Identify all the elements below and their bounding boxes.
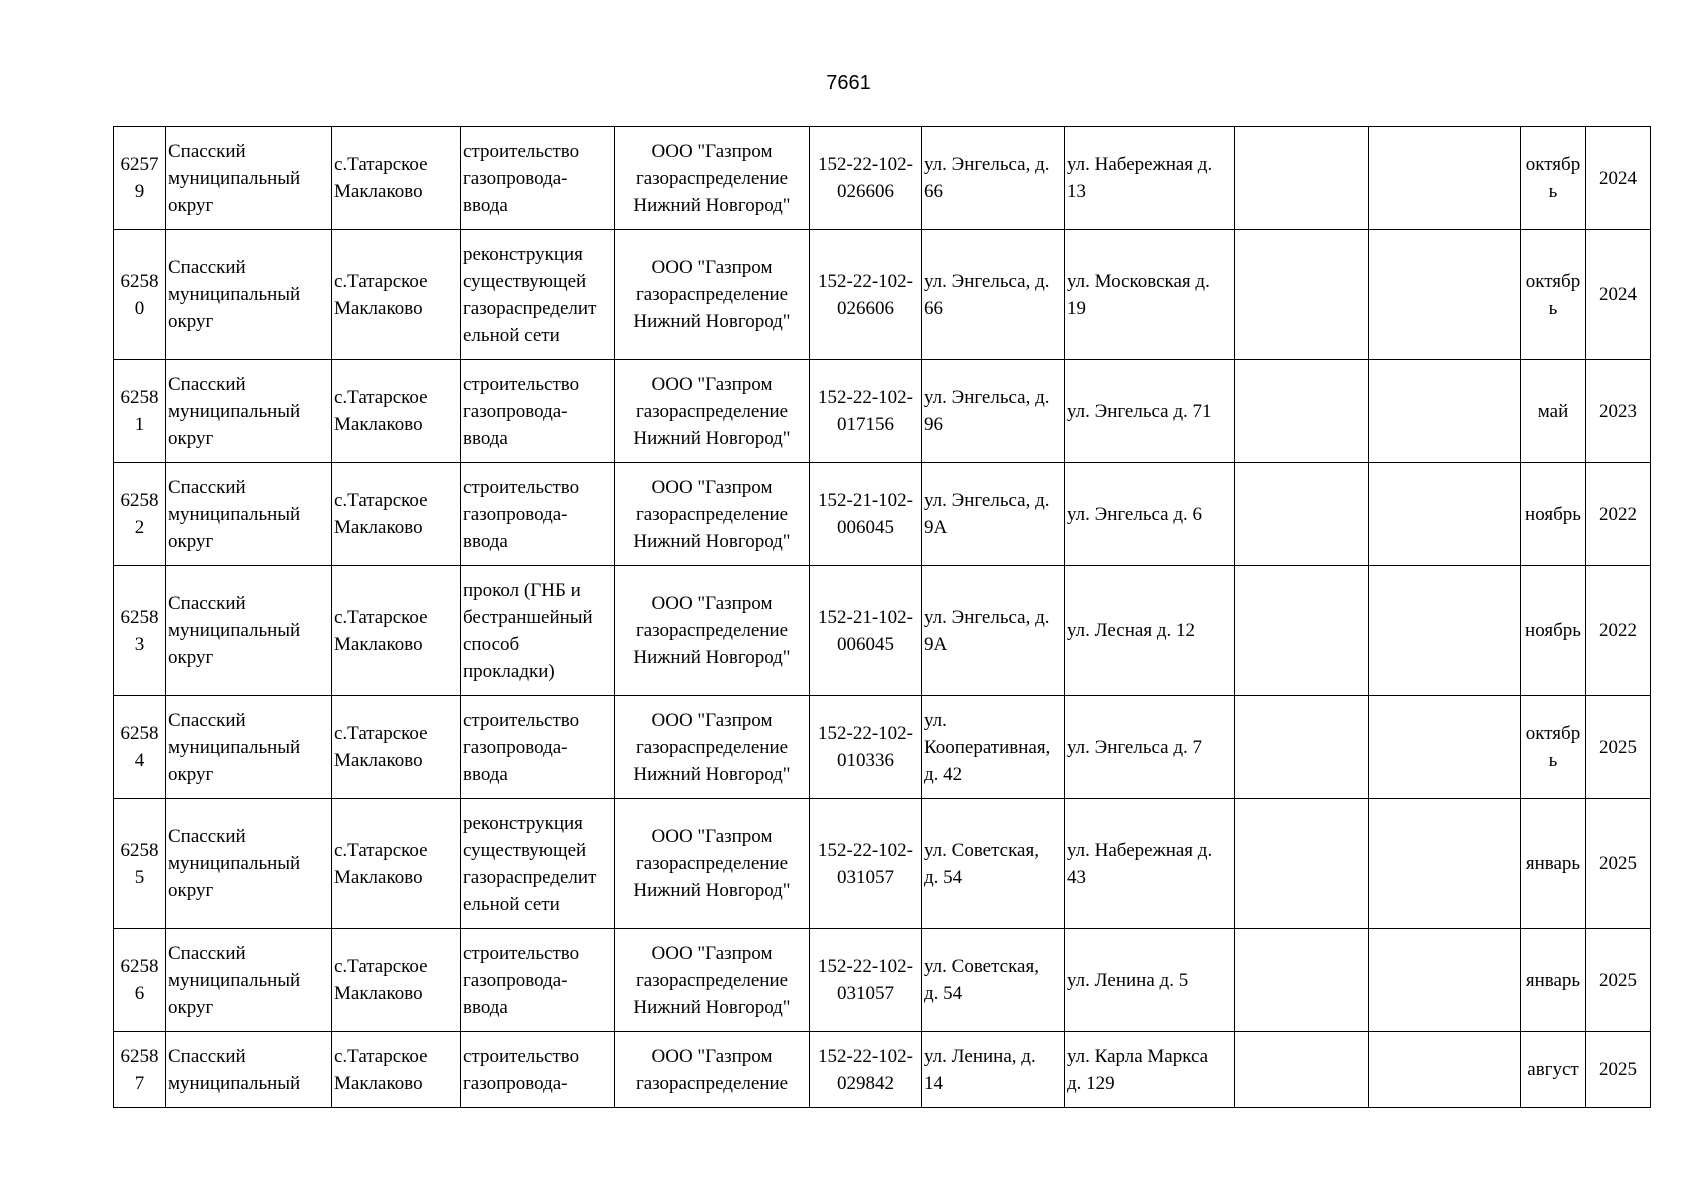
record-number-line: 6258 [120,387,159,408]
record-number-cell [114,566,166,696]
code-line: 152-21-102- [818,490,913,511]
locality-line: Маклаково [334,750,423,771]
connection-point-line: ул. Энгельса, д. [924,154,1050,175]
operator-line: газораспределение [635,503,789,525]
year-cell: 2022 [1586,566,1651,696]
page-number: 7661 [826,72,871,94]
year-cell: 2025 [1586,696,1651,799]
month-line: ь [1548,750,1558,771]
record-number-line: 7 [134,1072,145,1094]
empty-cell [1235,360,1369,463]
table-row [114,1032,1651,1108]
table-row [114,799,1651,929]
district-line: Спасский [168,826,246,847]
connection-point-cell [922,696,1065,799]
table-row [114,360,1651,463]
object-address-line: 19 [1067,297,1086,319]
record-number-line: 6258 [120,270,159,292]
record-number-line: 3 [134,633,145,655]
work-type-line: газопровода- [463,503,568,525]
year-cell: 2024 [1586,127,1651,230]
locality-cell [332,566,461,696]
empty-cell [1369,566,1521,696]
code-line: 031057 [837,866,894,888]
locality-line: Маклаково [334,1072,423,1094]
code-line: 152-22-102- [818,154,913,175]
connection-point-cell [922,360,1065,463]
operator-line: газораспределение [635,1072,789,1094]
connection-point-line: ул. Энгельса, д. [924,387,1050,408]
code-line: 152-22-102- [818,270,913,292]
code-line: 006045 [837,517,894,538]
object-address-line: ул. Набережная д. [1067,839,1213,861]
work-type-cell [461,929,615,1032]
table-body [114,127,1651,1108]
connection-point-cell [922,929,1065,1032]
district-line: округ [168,194,214,216]
district-line: муниципальный [168,400,301,422]
work-type-line: прокладки) [463,660,555,682]
operator-line: газораспределение [635,400,789,422]
year-cell: 2022 [1586,463,1651,566]
record-number-cell [114,463,166,566]
empty-cell [1235,799,1369,929]
work-type-line: ельной сети [463,324,560,346]
work-type-line: существующей [463,270,587,292]
operator-line: Нижний Новгород" [633,311,791,332]
object-address-line: 13 [1067,181,1086,202]
operator-cell [615,1032,810,1108]
object-address-line: ул. Энгельса д. 7 [1067,736,1202,758]
work-type-line: строительство [463,1045,580,1067]
code-line: 152-21-102- [818,606,913,628]
connection-point-cell [922,799,1065,929]
record-number-line: 6258 [120,723,159,744]
locality-cell [332,230,461,360]
work-type-line: строительство [463,709,580,731]
locality-line: с.Татарское [334,270,428,292]
work-type-line: газопровода- [463,1072,568,1094]
record-number-cell [114,360,166,463]
locality-line: с.Татарское [334,154,428,175]
work-type-cell [461,463,615,566]
object-address-cell [1065,1032,1235,1108]
month-cell [1521,696,1586,799]
operator-line: ООО "Газпром [651,373,773,395]
code-line: 152-22-102- [818,956,913,977]
work-type-line: реконструкция [463,243,583,265]
locality-line: Маклаково [334,866,423,888]
district-cell [166,360,332,463]
object-address-line: д. 129 [1067,1072,1115,1094]
month-line: май [1537,400,1569,422]
month-line: октябр [1525,154,1581,175]
code-cell [810,799,922,929]
locality-cell [332,1032,461,1108]
record-number-cell [114,696,166,799]
empty-cell [1369,929,1521,1032]
record-number-line: 4 [134,750,145,771]
month-line: ноябрь [1525,620,1581,641]
code-line: 029842 [837,1072,894,1094]
empty-cell [1235,127,1369,230]
code-line: 006045 [837,633,894,655]
district-line: округ [168,647,214,668]
work-type-line: строительство [463,140,580,162]
work-type-line: реконструкция [463,812,583,834]
work-type-line: прокол (ГНБ и [463,579,581,601]
object-address-cell [1065,799,1235,929]
code-line: 152-22-102- [818,387,913,408]
connection-point-line: 66 [924,297,943,319]
table-row [114,463,1651,566]
year-cell: 2023 [1586,360,1651,463]
district-line: округ [168,996,214,1018]
code-line: 017156 [837,414,894,435]
empty-cell [1369,799,1521,929]
work-type-cell [461,127,615,230]
empty-cell [1235,696,1369,799]
object-address-line: ул. Энгельса д. 71 [1067,400,1212,422]
connection-point-cell [922,566,1065,696]
work-type-line: ельной сети [463,893,560,915]
code-line: 152-22-102- [818,839,913,861]
month-cell [1521,566,1586,696]
operator-line: Нижний Новгород" [633,427,791,449]
operator-line: ООО "Газпром [651,709,773,731]
district-line: муниципальный [168,1072,301,1094]
object-address-cell [1065,929,1235,1032]
empty-cell [1369,463,1521,566]
operator-line: ООО "Газпром [651,826,773,847]
district-line: округ [168,311,214,332]
object-address-cell [1065,566,1235,696]
code-cell [810,463,922,566]
record-number-line: 6257 [120,154,159,175]
empty-cell [1235,463,1369,566]
object-address-line: 43 [1067,866,1086,888]
year-cell: 2025 [1586,929,1651,1032]
empty-cell [1235,1032,1369,1108]
object-address-line: ул. Набережная д. [1067,154,1213,175]
code-line: 010336 [837,750,894,771]
district-line: округ [168,763,214,785]
operator-cell [615,463,810,566]
empty-cell [1235,566,1369,696]
operator-line: ООО "Газпром [651,476,773,498]
operator-line: ООО "Газпром [651,257,773,278]
code-cell [810,929,922,1032]
year-cell: 2025 [1586,1032,1651,1108]
code-line: 026606 [837,181,894,202]
district-line: Спасский [168,709,246,731]
connection-point-line: Кооперативная, [924,736,1051,758]
locality-line: с.Татарское [334,387,428,408]
locality-line: Маклаково [334,517,423,538]
object-address-cell [1065,463,1235,566]
code-line: 026606 [837,297,894,319]
empty-cell [1369,1032,1521,1108]
operator-cell [615,799,810,929]
connection-point-line: д. 54 [924,983,963,1004]
code-cell [810,566,922,696]
operator-line: ООО "Газпром [651,942,773,964]
locality-line: с.Татарское [334,1045,428,1067]
locality-line: с.Татарское [334,490,428,511]
object-address-line: ул. Карла Маркса [1067,1045,1209,1067]
district-line: муниципальный [168,284,301,305]
operator-line: газораспределение [635,167,789,189]
month-line: ь [1548,181,1558,202]
connection-point-line: 9А [924,517,948,538]
operator-cell [615,230,810,360]
district-cell [166,127,332,230]
locality-cell [332,127,461,230]
record-number-line: 1 [134,414,145,435]
object-address-line: ул. Ленина д. 5 [1067,969,1189,991]
record-number-cell [114,1032,166,1108]
district-line: муниципальный [168,853,301,874]
operator-line: газораспределение [635,969,789,991]
work-type-line: газопровода- [463,167,568,189]
code-line: 152-22-102- [818,1045,913,1067]
connection-point-line: д. 54 [924,866,963,888]
work-type-cell [461,566,615,696]
district-line: Спасский [168,476,246,498]
code-cell [810,230,922,360]
district-line: Спасский [168,373,246,395]
operator-line: ООО "Газпром [651,593,773,614]
district-line: Спасский [168,1045,246,1067]
operator-line: ООО "Газпром [651,140,773,162]
district-line: округ [168,427,214,449]
month-line: январь [1525,969,1581,991]
district-cell [166,696,332,799]
work-type-line: существующей [463,839,587,861]
operator-line: Нижний Новгород" [633,880,791,901]
record-number-cell [114,799,166,929]
work-type-line: бестраншейный [463,606,593,628]
month-cell [1521,929,1586,1032]
locality-line: Маклаково [334,633,423,655]
record-number-line: 6258 [120,1045,159,1067]
locality-cell [332,360,461,463]
month-line: октябр [1525,270,1581,292]
operator-cell [615,566,810,696]
locality-line: с.Татарское [334,723,428,744]
record-number-line: 6258 [120,606,159,628]
work-type-cell [461,1032,615,1108]
object-address-cell [1065,230,1235,360]
work-type-line: строительство [463,476,580,498]
locality-line: с.Татарское [334,956,428,977]
connection-point-line: ул. Советская, [924,839,1039,861]
work-type-line: газопровода- [463,736,568,758]
connection-point-line: ул. Ленина, д. [924,1045,1036,1067]
operator-cell [615,127,810,230]
work-type-line: строительство [463,373,580,395]
locality-cell [332,799,461,929]
object-address-line: ул. Лесная д. 12 [1067,620,1195,641]
month-line: октябр [1525,723,1581,744]
locality-cell [332,929,461,1032]
record-number-line: 6258 [120,956,159,977]
object-address-cell [1065,696,1235,799]
year-cell: 2025 [1586,799,1651,929]
connection-point-line: ул. [924,709,947,731]
record-number-line: 5 [134,866,145,888]
month-cell [1521,1032,1586,1108]
object-address-cell [1065,127,1235,230]
locality-line: с.Татарское [334,606,428,628]
record-number-line: 0 [134,297,145,319]
connection-point-line: д. 42 [924,763,963,785]
object-address-line: ул. Московская д. [1067,270,1210,292]
work-type-cell [461,696,615,799]
month-line: август [1527,1059,1579,1080]
connection-point-line: 96 [924,414,943,435]
connection-point-cell [922,230,1065,360]
operator-line: газораспределение [635,284,789,305]
empty-cell [1235,230,1369,360]
work-type-line: ввода [463,530,508,552]
object-address-line: ул. Энгельса д. 6 [1067,503,1202,525]
code-line: 031057 [837,983,894,1004]
district-line: Спасский [168,257,246,278]
locality-cell [332,696,461,799]
table-row [114,929,1651,1032]
district-line: муниципальный [168,503,301,525]
district-line: муниципальный [168,736,301,758]
connection-point-line: 66 [924,181,943,202]
object-address-cell [1065,360,1235,463]
district-line: Спасский [168,593,246,614]
work-type-line: ввода [463,194,508,216]
work-type-line: ввода [463,427,508,449]
district-cell [166,799,332,929]
month-cell [1521,360,1586,463]
operator-line: Нижний Новгород" [633,996,791,1018]
operator-line: газораспределение [635,620,789,641]
table-row [114,230,1651,360]
operator-line: Нижний Новгород" [633,194,791,216]
district-line: Спасский [168,140,246,162]
code-cell [810,1032,922,1108]
connection-point-line: ул. Энгельса, д. [924,270,1050,292]
connection-point-cell [922,127,1065,230]
record-number-line: 2 [134,517,145,538]
code-line: 152-22-102- [818,723,913,744]
connection-point-cell [922,1032,1065,1108]
record-number-cell [114,127,166,230]
connection-point-line: ул. Энгельса, д. [924,606,1050,628]
work-type-line: газопровода- [463,400,568,422]
operator-cell [615,929,810,1032]
work-type-line: ввода [463,996,508,1018]
month-line: ь [1548,297,1558,319]
operator-cell [615,360,810,463]
work-type-cell [461,360,615,463]
operator-line: Нижний Новгород" [633,763,791,785]
code-cell [810,696,922,799]
district-cell [166,929,332,1032]
month-line: ноябрь [1525,503,1581,525]
connection-point-cell [922,463,1065,566]
operator-line: газораспределение [635,736,789,758]
month-cell [1521,463,1586,566]
operator-line: газораспределение [635,853,789,874]
record-number-line: 6258 [120,490,159,511]
work-type-cell [461,230,615,360]
register-table [113,126,1651,1108]
district-cell [166,463,332,566]
work-type-line: газораспределит [463,866,597,888]
locality-line: Маклаково [334,414,423,435]
locality-line: с.Татарское [334,839,428,861]
district-line: муниципальный [168,620,301,641]
operator-line: Нижний Новгород" [633,530,791,552]
empty-cell [1369,696,1521,799]
district-line: округ [168,880,214,901]
work-type-line: способ [463,633,520,655]
record-number-line: 6258 [120,839,159,861]
record-number-cell [114,929,166,1032]
code-cell [810,360,922,463]
empty-cell [1369,127,1521,230]
month-cell [1521,127,1586,230]
locality-line: Маклаково [334,297,423,319]
connection-point-line: ул. Советская, [924,956,1039,977]
record-number-line: 9 [134,181,145,202]
district-line: муниципальный [168,969,301,991]
district-cell [166,230,332,360]
connection-point-line: ул. Энгельса, д. [924,490,1050,511]
code-cell [810,127,922,230]
record-number-cell [114,230,166,360]
month-cell [1521,230,1586,360]
empty-cell [1369,230,1521,360]
locality-line: Маклаково [334,983,423,1004]
connection-point-line: 14 [924,1072,943,1094]
locality-line: Маклаково [334,181,423,202]
month-cell [1521,799,1586,929]
table-row [114,696,1651,799]
operator-line: ООО "Газпром [651,1045,773,1067]
district-cell [166,1032,332,1108]
operator-line: Нижний Новгород" [633,647,791,668]
month-line: январь [1525,853,1581,874]
connection-point-line: 9А [924,633,948,655]
empty-cell [1369,360,1521,463]
empty-cell [1235,929,1369,1032]
table-row [114,566,1651,696]
locality-cell [332,463,461,566]
record-number-line: 6 [134,983,145,1004]
work-type-cell [461,799,615,929]
district-line: округ [168,530,214,552]
operator-cell [615,696,810,799]
table-row [114,127,1651,230]
district-line: Спасский [168,942,246,964]
district-line: муниципальный [168,167,301,189]
work-type-line: газопровода- [463,969,568,991]
year-cell: 2024 [1586,230,1651,360]
work-type-line: газораспределит [463,297,597,319]
work-type-line: ввода [463,763,508,785]
work-type-line: строительство [463,942,580,964]
district-cell [166,566,332,696]
